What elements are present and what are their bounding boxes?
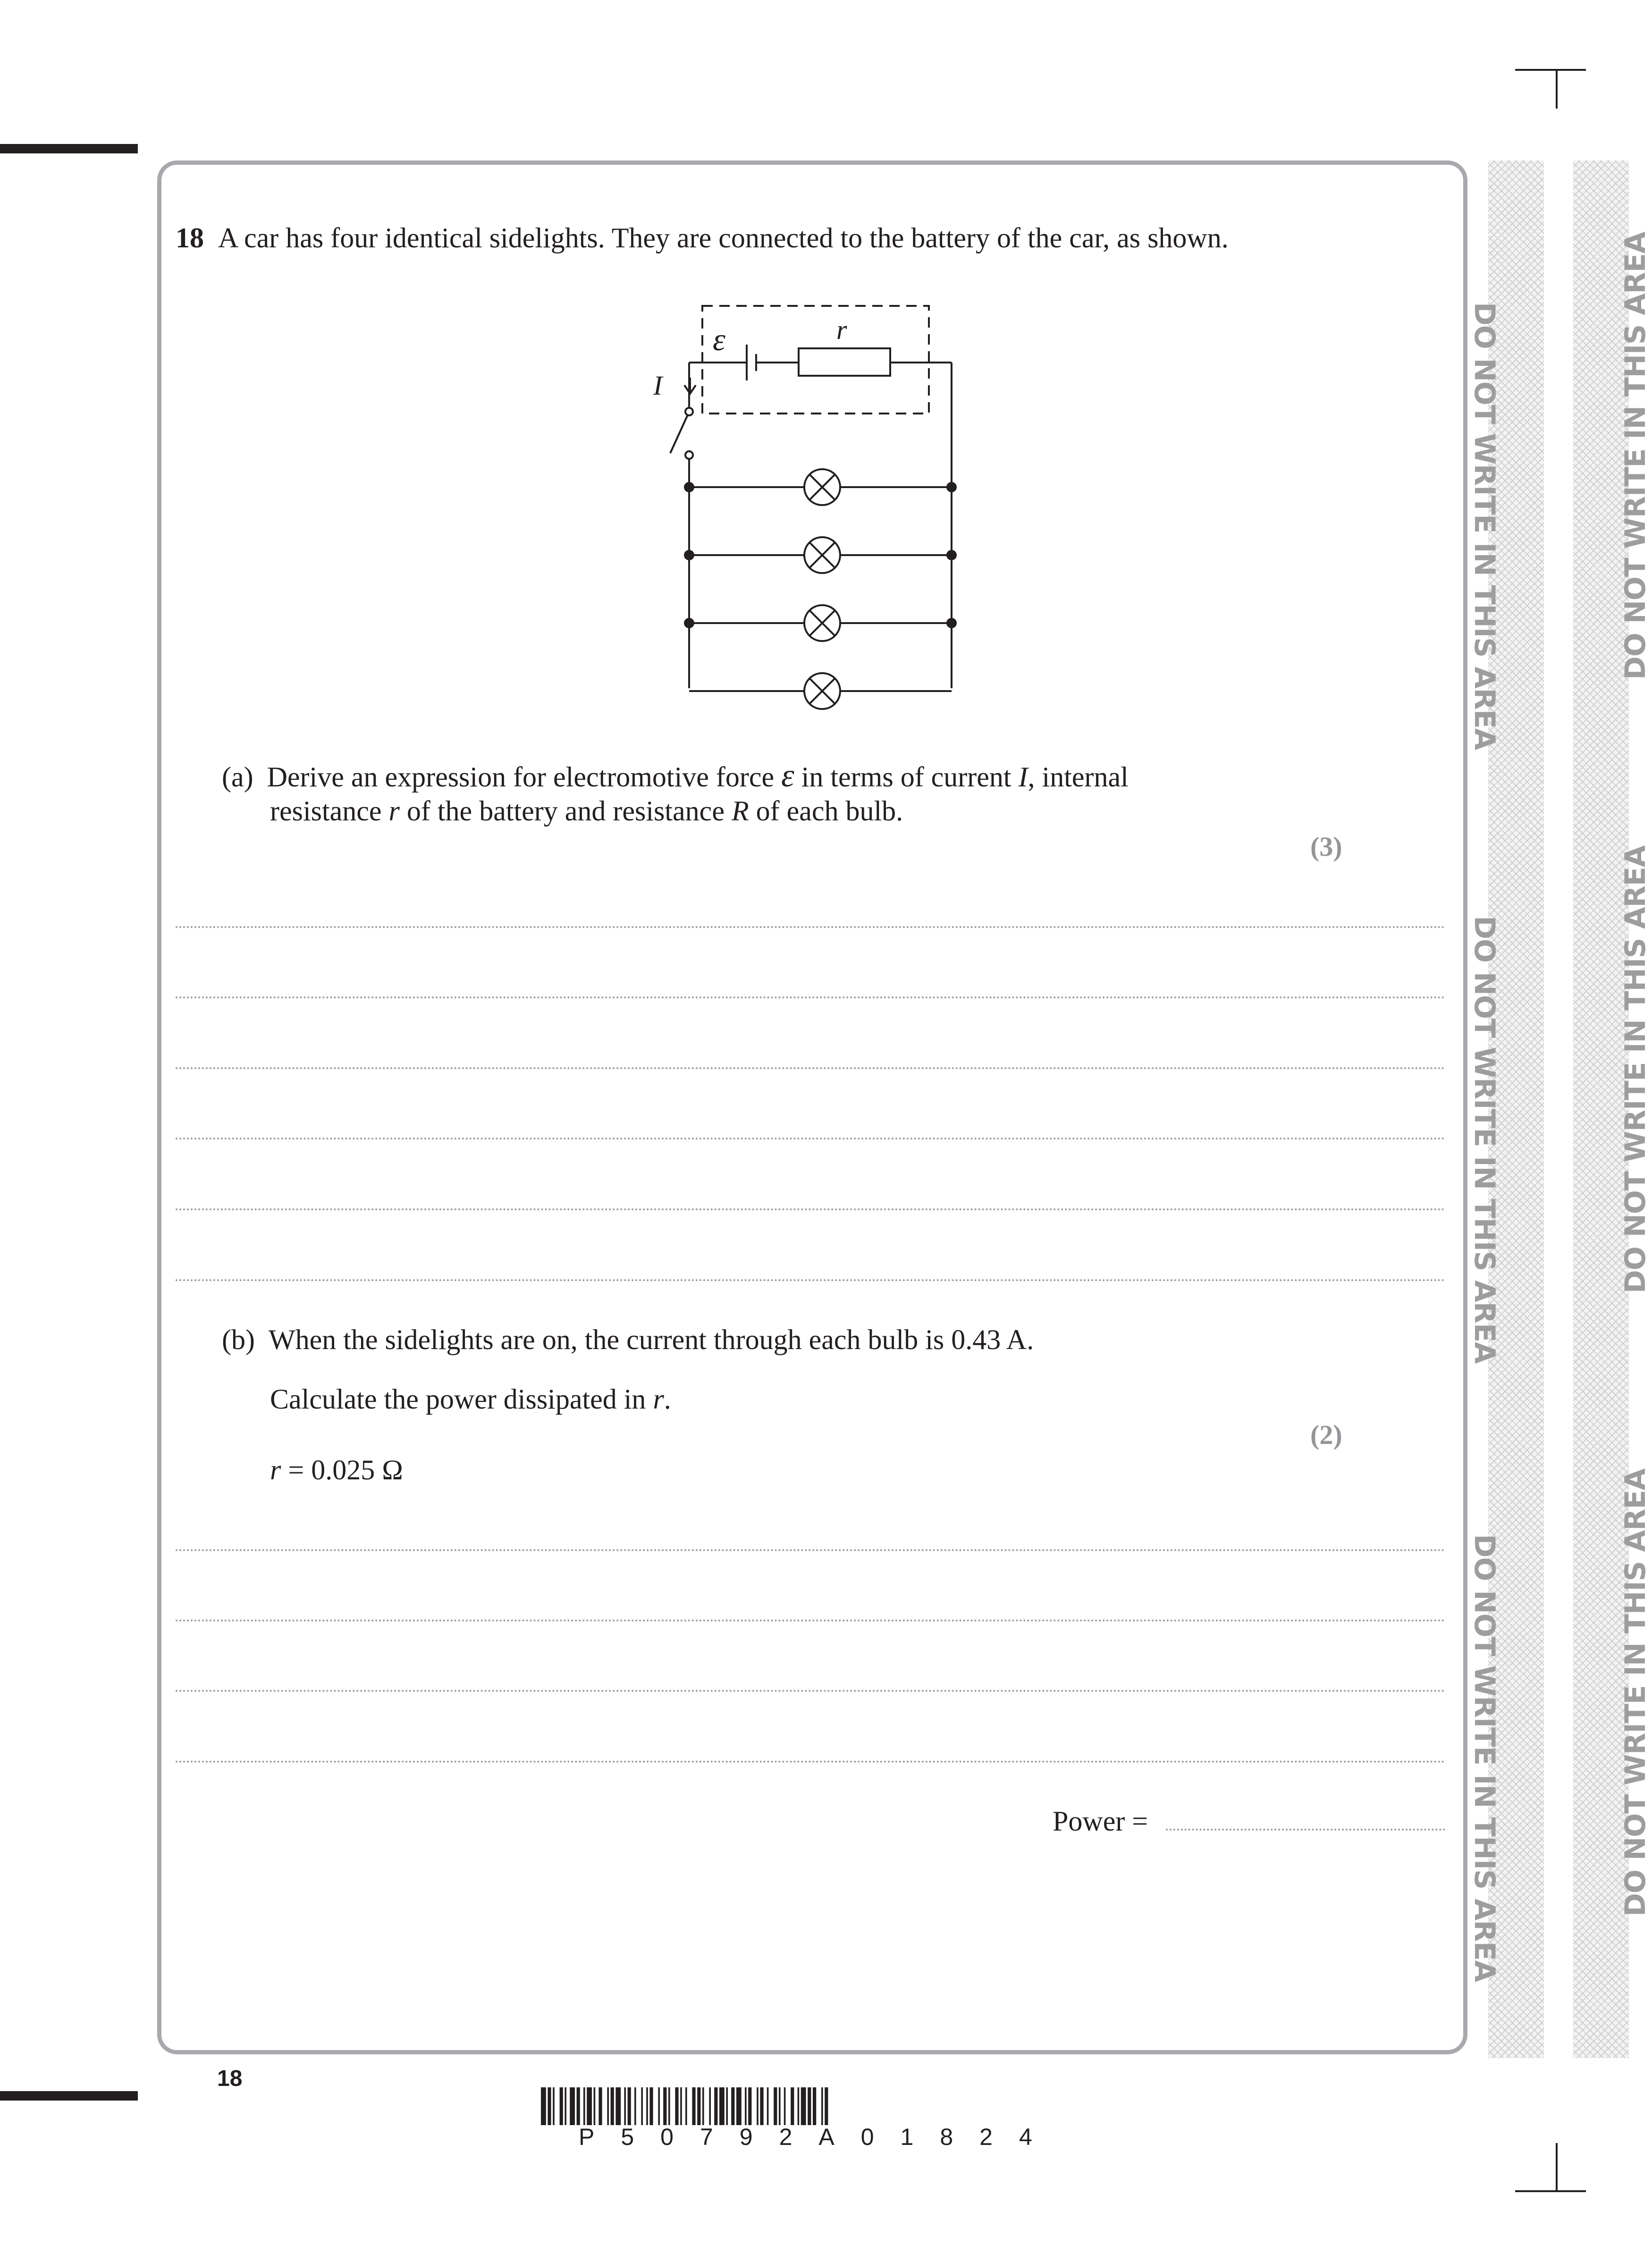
answer-line[interactable]	[176, 996, 1445, 998]
edge-bar	[0, 2091, 138, 2101]
barcode-bar	[702, 2087, 704, 2125]
barcode-bar	[565, 2087, 566, 2125]
barcode-bar	[583, 2087, 585, 2125]
margin-warning: DO NOT WRITE IN THIS AREA	[1619, 1469, 1652, 1916]
switch-contact	[685, 451, 693, 459]
barcode-bar	[791, 2087, 794, 2125]
barcode-bar	[634, 2087, 636, 2125]
barcode-bar	[767, 2087, 769, 2125]
given-value	[270, 1452, 403, 1488]
barcode-bar	[649, 2087, 653, 2125]
part-a-text: resistance	[270, 795, 389, 827]
r-symbol: r	[653, 1384, 664, 1415]
part-a-marks: (3)	[1310, 831, 1342, 862]
barcode-bar	[570, 2087, 575, 2125]
barcode-bar	[774, 2087, 777, 2125]
barcode-bar	[692, 2087, 695, 2125]
barcode-bar	[745, 2087, 747, 2125]
barcode-bar	[719, 2087, 725, 2125]
part-a-text: , internal	[1028, 761, 1129, 793]
resistor-label: r	[836, 314, 847, 345]
barcode-bar	[628, 2087, 631, 2125]
page-number: 18	[217, 2066, 243, 2091]
answer-line[interactable]	[176, 1208, 1445, 1210]
barcode-bar	[646, 2087, 648, 2125]
r-symbol: r	[270, 1454, 281, 1485]
barcode-bar	[801, 2087, 806, 2125]
part-a-text: in terms of current	[794, 761, 1019, 793]
barcode-bar	[697, 2087, 700, 2125]
barcode-bar	[641, 2087, 643, 2125]
internal-resistor	[799, 348, 890, 376]
barcode-bar	[757, 2087, 759, 2125]
barcode-bar	[624, 2087, 626, 2125]
barcode-bar	[611, 2087, 614, 2125]
barcode-bar	[748, 2087, 751, 2125]
crop-mark	[1515, 2190, 1586, 2192]
barcode-bar	[594, 2087, 596, 2125]
margin-warning: DO NOT WRITE IN THIS AREA	[1468, 1534, 1501, 1982]
barcode-bar	[541, 2087, 546, 2125]
barcode-bar	[813, 2087, 816, 2125]
barcode-bar	[598, 2087, 602, 2125]
current-label: I	[653, 370, 663, 401]
emf-label: ε	[713, 321, 725, 357]
barcode-bar	[587, 2087, 592, 2125]
margin-warning: DO NOT WRITE IN THIS AREA	[1619, 845, 1652, 1293]
question-text: A car has four identical sidelights. They are connected to the battery of the car, as shown.	[218, 222, 1229, 253]
part-a-text: of the battery and resistance	[399, 795, 732, 827]
current-symbol: I	[1018, 761, 1028, 793]
answer-line[interactable]	[176, 1761, 1445, 1763]
question-number: 18	[176, 222, 204, 253]
barcode-bar	[784, 2087, 786, 2125]
power-answer-label: Power =	[1053, 1806, 1148, 1837]
battery-box	[702, 306, 929, 414]
crop-mark	[1556, 69, 1558, 109]
answer-line[interactable]	[176, 926, 1445, 928]
barcode-bar	[615, 2087, 621, 2125]
given-value-text: = 0.025 Ω	[281, 1454, 403, 1485]
junction-dot	[947, 619, 956, 627]
part-a-line1	[222, 758, 1129, 795]
part-a-line2	[270, 793, 903, 829]
bulb-group	[685, 469, 956, 709]
margin-warning: DO NOT WRITE IN THIS AREA	[1619, 232, 1652, 680]
barcode-bar	[736, 2087, 742, 2125]
part-b-text: .	[664, 1384, 671, 1415]
switch-blade	[670, 415, 688, 453]
switch-contact	[685, 408, 693, 415]
junction-dot	[685, 619, 693, 627]
part-b-label: (b)	[222, 1324, 255, 1355]
part-b-marks: (2)	[1310, 1419, 1342, 1450]
barcode	[541, 2087, 1107, 2125]
answer-line[interactable]	[176, 1279, 1445, 1281]
part-a-label: (a)	[222, 761, 253, 793]
barcode-bar	[779, 2087, 781, 2125]
junction-dot	[947, 483, 956, 491]
part-b-text: Calculate the power dissipated in	[270, 1384, 653, 1415]
barcode-bar	[663, 2087, 666, 2125]
junction-dot	[685, 551, 693, 559]
barcode-bar	[825, 2087, 828, 2125]
barcode-bar	[607, 2087, 609, 2125]
barcode-bar	[726, 2087, 728, 2125]
barcode-bar	[553, 2087, 555, 2125]
barcode-bar	[668, 2087, 670, 2125]
barcode-bar	[658, 2087, 660, 2125]
answer-line[interactable]	[176, 1549, 1445, 1551]
answer-line[interactable]	[176, 1690, 1445, 1692]
barcode-bar	[680, 2087, 682, 2125]
barcode-bar	[560, 2087, 563, 2125]
barcode-bar	[760, 2087, 763, 2125]
barcode-bar	[709, 2087, 711, 2125]
edge-bar	[0, 144, 138, 153]
answer-line[interactable]	[176, 1138, 1445, 1139]
part-b-line2	[270, 1381, 671, 1417]
barcode-bar	[821, 2087, 823, 2125]
barcode-bar	[731, 2087, 734, 2125]
barcode-digits: P50792A01824	[579, 2124, 1059, 2150]
answer-line[interactable]	[176, 1067, 1445, 1069]
answer-line[interactable]	[176, 1620, 1445, 1621]
crop-mark	[1556, 2143, 1558, 2190]
margin-warning: DO NOT WRITE IN THIS AREA	[1468, 916, 1501, 1364]
power-answer-line[interactable]	[1166, 1829, 1445, 1831]
barcode-bar	[714, 2087, 717, 2125]
barcode-bar	[577, 2087, 580, 2125]
part-a-text: of each bulb.	[749, 795, 903, 827]
barcode-bar	[808, 2087, 811, 2125]
barcode-bar	[685, 2087, 687, 2125]
crop-mark	[1515, 69, 1586, 71]
question-stem	[176, 220, 1229, 256]
part-b-line1	[222, 1322, 1034, 1358]
margin-warning: DO NOT WRITE IN THIS AREA	[1468, 302, 1501, 750]
barcode-bar	[675, 2087, 678, 2125]
junction-dot	[947, 551, 956, 559]
part-a-text: Derive an expression for electromotive force	[267, 761, 782, 793]
emf-symbol: ε	[781, 758, 794, 794]
part-b-text: When the sidelights are on, the current through each bulb is 0.43 A.	[268, 1324, 1034, 1355]
barcode-bar	[548, 2087, 551, 2125]
junction-dot	[685, 483, 693, 491]
r-symbol: r	[388, 795, 400, 827]
R-symbol: R	[731, 795, 749, 827]
barcode-bar	[798, 2087, 800, 2125]
circuit-diagram	[628, 293, 968, 717]
